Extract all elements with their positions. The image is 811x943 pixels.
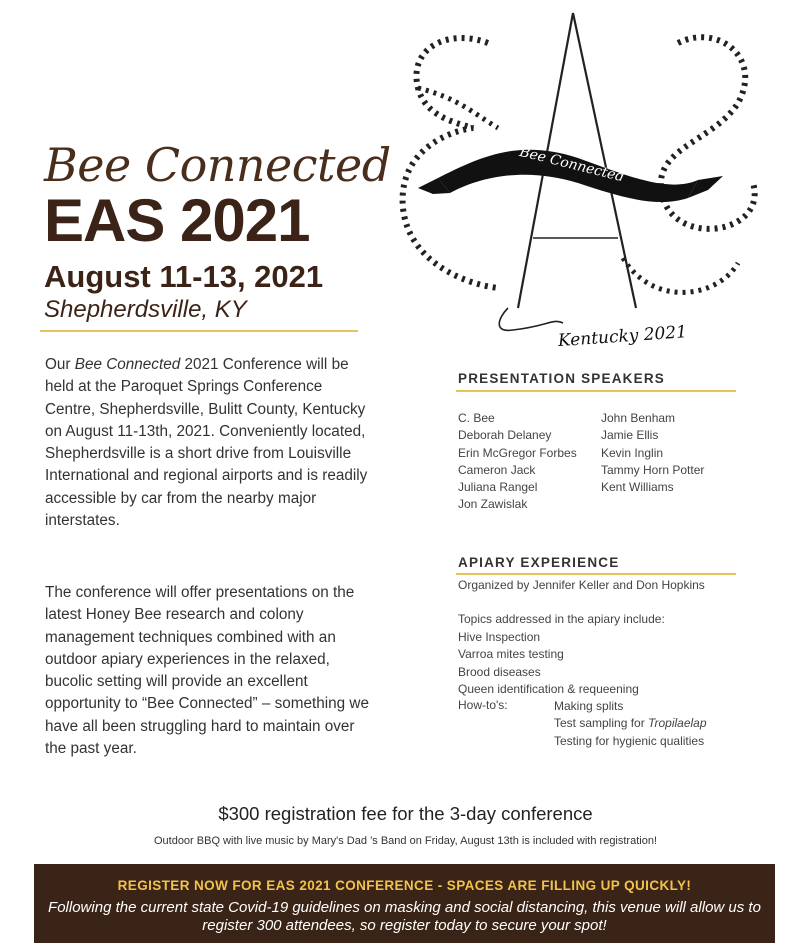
list-item: Tammy Horn Potter [601, 462, 705, 477]
event-dates: August 11-13, 2021 [44, 259, 324, 294]
speakers-divider [456, 390, 736, 392]
intro-paragraph-2: The conference will offer presentations on the latest Honey Bee research and colony management techniques combined with an outdoor apiary experiences in the relaxed, bucolic setting will provide an excellent opportunity to “Bee Connected” – something we have all been struggling hard to maintain over the past year. [45, 584, 369, 758]
list-item: Deborah Delaney [458, 428, 552, 443]
bbq-note: Outdoor BBQ with live music by Mary's Dad ’s Band on Friday, August 13th is included with registration! [153, 835, 658, 847]
howto-item: Testing for hygienic qualities [554, 733, 705, 748]
speakers-column-1 [458, 410, 577, 514]
eas-logo [378, 8, 776, 360]
list-item: Jamie Ellis [601, 428, 659, 443]
list-item: Kent Williams [601, 480, 674, 495]
apiary-topics [458, 629, 639, 698]
register-headline: REGISTER NOW FOR EAS 2021 CONFERENCE - SPACES ARE FILLING UP QUICKLY! [117, 878, 692, 893]
howto-label: How-to's: [458, 698, 508, 712]
page-title: EAS 2021 [44, 187, 310, 254]
register-body: Following the current state Covid-19 guidelines on masking and social distancing, this venue will allow us to register 300 attendees, so register today to secure your spot! [48, 899, 761, 934]
list-item: Juliana Rangel [458, 480, 538, 495]
list-item: Cameron Jack [458, 462, 536, 477]
apiary-heading: APIARY EXPERIENCE [458, 555, 620, 570]
logo-signature: Kentucky 2021 [557, 322, 688, 352]
registration-fee: $300 registration fee for the 3-day conference [218, 803, 593, 824]
logo-ribbon-text: Bee Connected [517, 143, 626, 186]
list-item: Varroa mites testing [458, 647, 564, 662]
howto-item: Test sampling for Tropilaelap [554, 716, 707, 731]
howto-list [554, 698, 707, 750]
list-item: Brood diseases [458, 664, 541, 679]
apiary-topics-intro: Topics addressed in the apiary include: [458, 612, 665, 626]
divider [40, 330, 358, 332]
register-banner [34, 864, 775, 943]
howto-item: Making splits [554, 699, 624, 713]
apiary-organizers: Organized by Jennifer Keller and Don Hopkins [458, 578, 705, 592]
intro-paragraph-1: Our Bee Connected 2021 Conference will be held at the Paroquet Springs Conference Centre, Shepherdsville, Bulitt County, Kentucky on August 11-13th, 2021. Conveniently located, Shepherdsville is a short drive from Louisville International and regional airports and is readily accessible by car from the nearby major interstates. [45, 356, 368, 530]
apiary-divider [456, 573, 736, 575]
list-item: C. Bee [458, 411, 495, 425]
list-item: Jon Zawislak [458, 497, 528, 512]
intro-emphasis: Bee Connected [74, 356, 181, 373]
speakers-column-2 [601, 410, 704, 496]
list-item: Erin McGregor Forbes [458, 445, 577, 460]
speakers-heading: PRESENTATION SPEAKERS [458, 371, 665, 386]
event-location: Shepherdsville, KY [44, 296, 247, 323]
list-item: Hive Inspection [458, 630, 541, 644]
script-title: Bee Connected [44, 138, 391, 192]
list-item: Queen identification & requeening [458, 681, 639, 696]
list-item: John Benham [601, 411, 676, 425]
list-item: Kevin Inglin [601, 445, 664, 460]
